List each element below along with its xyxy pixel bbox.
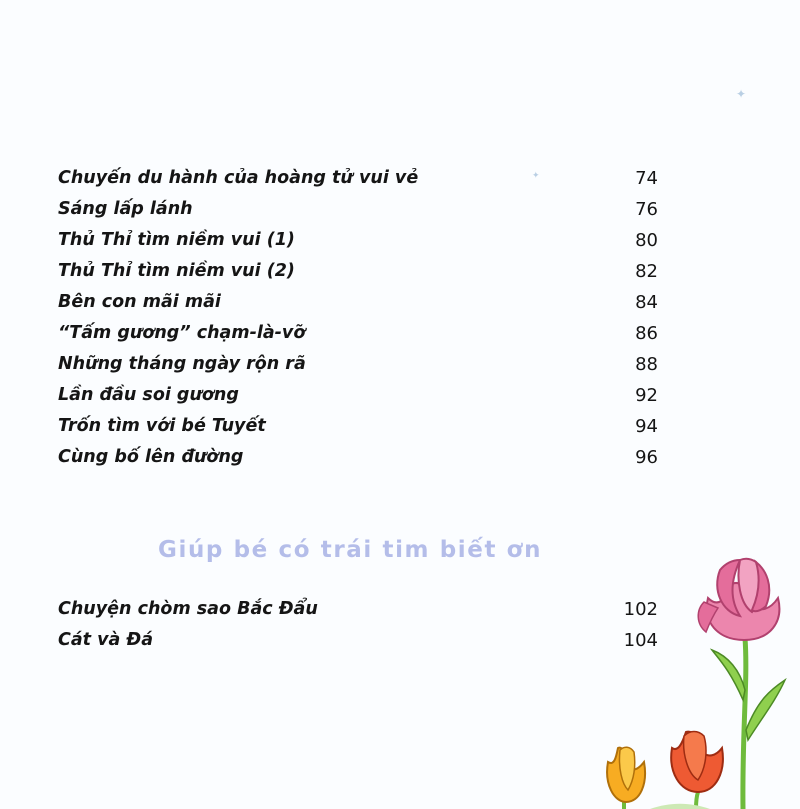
- toc-entry-page: 92: [635, 385, 658, 406]
- toc-entry-page: 82: [635, 261, 658, 282]
- toc-entry-title: Cát và Đá: [58, 630, 154, 650]
- toc-entry-page: 94: [635, 416, 658, 437]
- toc-entry-title: Cùng bố lên đường: [58, 447, 244, 467]
- toc-entry-title: Chuyện chòm sao Bắc Đẩu: [58, 599, 318, 619]
- section-heading: Giúp bé có trái tim biết ơn: [158, 537, 543, 563]
- toc-entry-page: 104: [623, 630, 658, 651]
- toc-entry[interactable]: [58, 354, 658, 384]
- toc-entry-title: Sáng lấp lánh: [58, 199, 193, 219]
- toc-entry-page: 86: [635, 323, 658, 344]
- toc-entry-title: Thủ Thỉ tìm niềm vui (1): [58, 230, 295, 250]
- toc-entry[interactable]: [58, 199, 658, 229]
- toc-entry-title: Những tháng ngày rộn rã: [58, 354, 306, 374]
- toc-entry[interactable]: [58, 168, 658, 198]
- toc-entry-title: Trốn tìm với bé Tuyết: [58, 416, 266, 436]
- red-tulip-icon: [671, 732, 723, 793]
- tulip-flowers-illustration: [580, 540, 800, 809]
- toc-entry[interactable]: [58, 630, 658, 660]
- toc-entry-page: 96: [635, 447, 658, 468]
- toc-entry-page: 80: [635, 230, 658, 251]
- toc-entry[interactable]: [58, 292, 658, 322]
- sparkle-icon: ✦: [736, 87, 747, 101]
- toc-entry-title: Chuyến du hành của hoàng tử vui vẻ: [58, 168, 419, 188]
- toc-entry-title: Bên con mãi mãi: [58, 292, 221, 312]
- toc-entry[interactable]: [58, 416, 658, 446]
- pink-tulip-icon: [698, 559, 779, 640]
- toc-entry[interactable]: [58, 261, 658, 291]
- toc-entry-title: Lần đầu soi gương: [58, 385, 239, 405]
- toc-entry[interactable]: [58, 230, 658, 260]
- toc-entry-title: “Tấm gương” chạm-là-vỡ: [58, 323, 306, 343]
- toc-entry[interactable]: [58, 323, 658, 353]
- orange-tulip-icon: [607, 747, 645, 802]
- toc-entry-page: 76: [635, 199, 658, 220]
- toc-entry-page: 84: [635, 292, 658, 313]
- toc-entry[interactable]: [58, 599, 658, 629]
- toc-entry[interactable]: [58, 447, 658, 477]
- toc-entry-page: 74: [635, 168, 658, 189]
- toc-entry[interactable]: [58, 385, 658, 415]
- sparkle-icon: ✦: [532, 171, 540, 181]
- toc-entry-page: 88: [635, 354, 658, 375]
- toc-entry-page: 102: [623, 599, 658, 620]
- toc-entry-title: Thủ Thỉ tìm niềm vui (2): [58, 261, 295, 281]
